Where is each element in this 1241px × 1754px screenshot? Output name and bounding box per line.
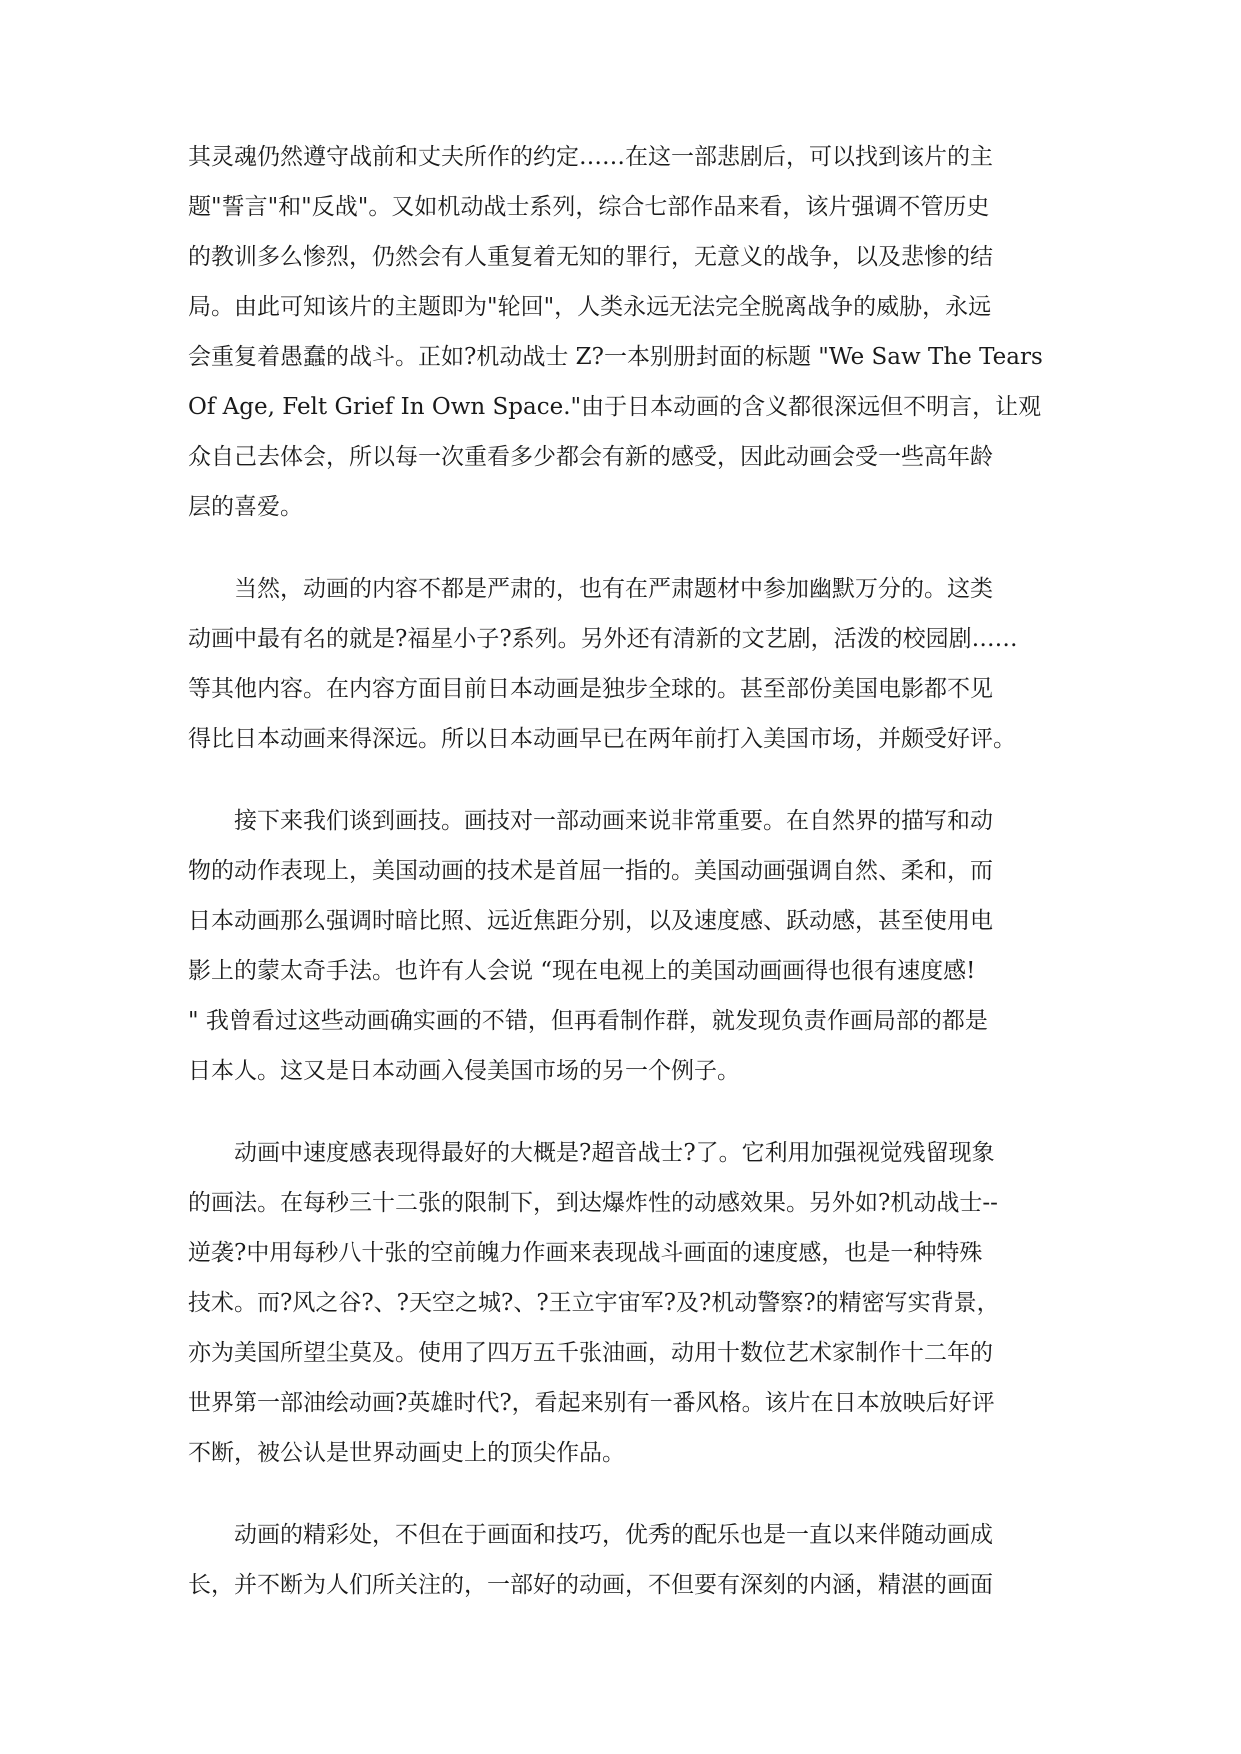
text-line: 接下来我们谈到画技。画技对一部动画来说非常重要。在自然界的描写和动 [234,808,993,834]
text-line: 逆袭?中用每秒八十张的空前魄力作画来表现战斗画面的速度感，也是一种特殊 [188,1240,983,1266]
text-line: 的教训多么惨烈，仍然会有人重复着无知的罪行，无意义的战争，以及悲惨的结 [188,244,993,270]
text-line: 众自己去体会，所以每一次重看多少都会有新的感受，因此动画会受一些高年龄 [188,444,993,470]
text-line: 不断，被公认是世界动画史上的顶尖作品。 [188,1440,625,1466]
text-line: 层的喜爱。 [188,494,303,520]
text-line: 得比日本动画来得深远。所以日本动画早已在两年前打入美国市场，并颇受好评。 [188,726,1016,752]
text-line: 亦为美国所望尘莫及。使用了四万五千张油画，动用十数位艺术家制作十二年的 [188,1340,993,1366]
paragraph-gap [188,1478,1068,1510]
text-line: 其灵魂仍然遵守战前和丈夫所作的约定……在这一部悲剧后，可以找到该片的主 [188,144,993,170]
text-line: 动画中最有名的就是?福星小子?系列。另外还有清新的文艺剧，活泼的校园剧…… [188,626,1018,652]
paragraph-gap [188,532,1068,564]
paragraph-5 [188,1510,1068,1610]
text-line: 长，并不断为人们所关注的，一部好的动画，不但要有深刻的内涵，精湛的画面 [188,1572,993,1598]
document-body [188,132,1068,1610]
text-line: 的画法。在每秒三十二张的限制下，到达爆炸性的动感效果。另外如?机动战士-- [188,1190,998,1216]
text-line: 物的动作表现上，美国动画的技术是首屈一指的。美国动画强调自然、柔和，而 [188,858,993,884]
text-line: 日本人。这又是日本动画入侵美国市场的另一个例子。 [188,1058,740,1084]
text-line: 动画的精彩处，不但在于画面和技巧，优秀的配乐也是一直以来伴随动画成 [234,1522,993,1548]
paragraph-4 [188,1128,1068,1478]
text-line: Of Age, Felt Grief In Own Space."由于日本动画的含义都很深远但不明言，让观 [188,394,1042,420]
paragraph-1 [188,132,1068,532]
text-line: 会重复着愚蠢的战斗。正如?机动战士 Z?一本别册封面的标题 "We Saw The Tears [188,344,1043,370]
text-line: 日本动画那么强调时暗比照、远近焦距分别，以及速度感、跃动感，甚至使用电 [188,908,993,934]
paragraph-2 [188,564,1068,764]
text-line: 局。由此可知该片的主题即为"轮回"，人类永远无法完全脱离战争的威胁，永远 [188,294,992,320]
paragraph-3 [188,796,1068,1096]
text-line: " 我曾看过这些动画确实画的不错，但再看制作群，就发现负责作画局部的都是 [188,1008,988,1034]
text-line: 等其他内容。在内容方面目前日本动画是独步全球的。甚至部份美国电影都不见 [188,676,993,702]
text-line: 当然，动画的内容不都是严肃的，也有在严肃题材中参加幽默万分的。这类 [234,576,993,602]
paragraph-gap [188,764,1068,796]
text-line: 动画中速度感表现得最好的大概是?超音战士?了。它利用加强视觉残留现象 [234,1140,995,1166]
paragraph-gap [188,1096,1068,1128]
text-line: 题"誓言"和"反战"。又如机动战士系列，综合七部作品来看，该片强调不管历史 [188,194,990,220]
text-line: 技术。而?风之谷?、?天空之城?、?王立宇宙军?及?机动警察?的精密写实背景， [188,1290,1000,1316]
text-line: 影上的蒙太奇手法。也许有人会说 “现在电视上的美国动画画得也很有速度感! [188,958,976,984]
text-line: 世界第一部油绘动画?英雄时代?，看起来别有一番风格。该片在日本放映后好评 [188,1390,995,1416]
